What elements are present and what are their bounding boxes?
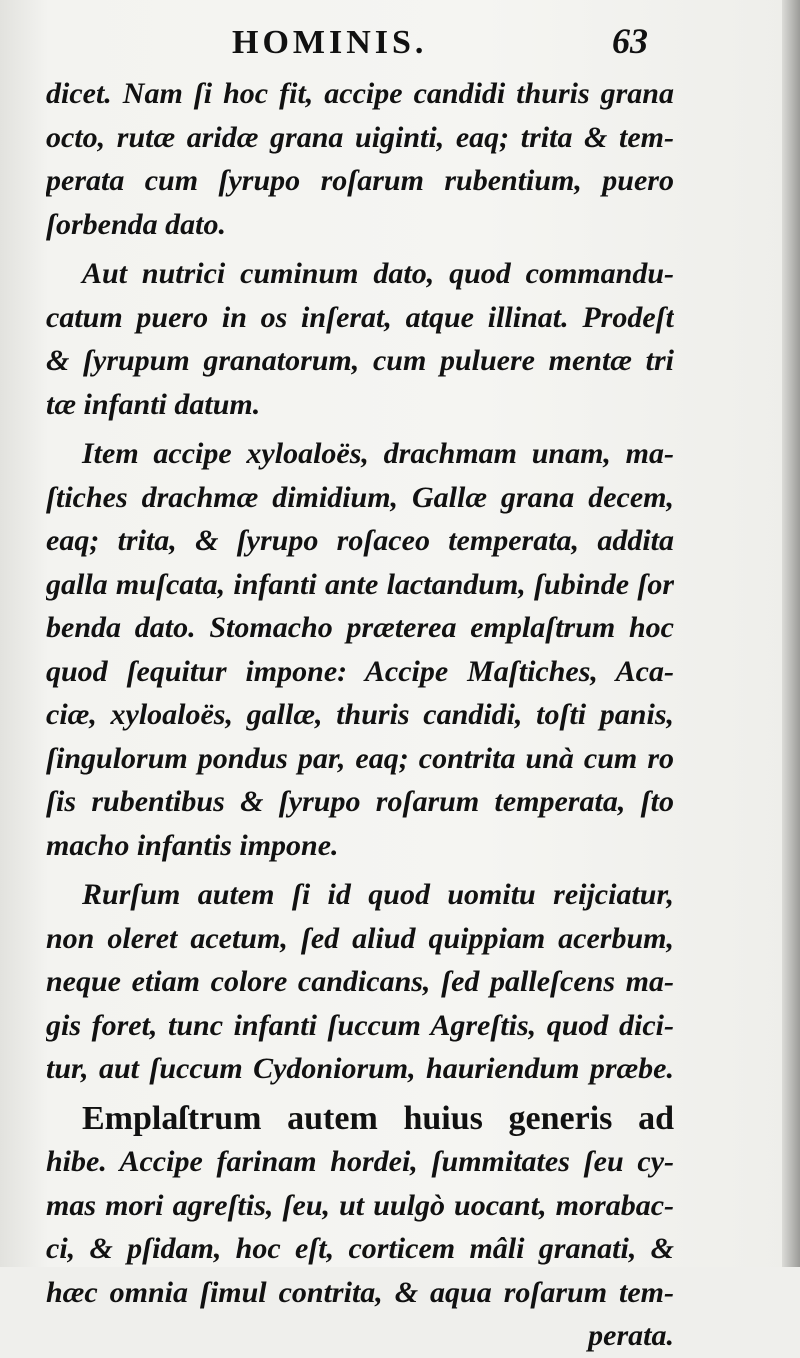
text-line: tæ infanti datum. xyxy=(46,387,261,421)
text-line: hibe. Accipe farinam hordei, ſummitates ſeu cy- xyxy=(46,1145,674,1178)
text-line: galla muſcata, infanti ante lactandum, ſubinde ſor xyxy=(46,567,674,601)
page-edge-shadow xyxy=(782,0,800,1267)
text-line: tur, aut ſuccum Cydoniorum, hauriendum præbe. xyxy=(46,1052,674,1085)
text-line: mas mori agreſtis, ſeu, ut uulgò uocant, morabac- xyxy=(46,1188,674,1222)
text-line: benda dato. Stomacho præterea emplaſtrum hoc xyxy=(46,611,674,644)
text-line: perata cum ſyrupo roſarum rubentium, puero xyxy=(46,164,674,197)
text-line: macho infantis impone. xyxy=(46,828,339,862)
body-text xyxy=(46,72,674,1358)
text-line: quod ſequitur impone: Accipe Maſtiches, Aca- xyxy=(46,654,674,688)
text-line: ſingulorum pondus par, eaq; contrita unà cum ro xyxy=(46,741,674,775)
text-line: ſis rubentibus & ſyrupo roſarum temperata, ſto xyxy=(46,785,674,818)
text-line: octo, rutæ aridæ grana uiginti, eaq; trita & tem- xyxy=(46,120,674,154)
text-line: hæc omnia ſimul contrita, & aqua roſarum tem- xyxy=(46,1275,674,1309)
text-line: gis foret, tunc infanti ſuccum Agreſtis, quod dici- xyxy=(46,1008,674,1042)
text-line: ſorbenda dato. xyxy=(46,207,226,241)
text-line: ciæ, xyloaloës, gallæ, thuris candidi, toſti panis, xyxy=(46,698,674,731)
text-line: & ſyrupum granatorum, cum puluere mentæ tri xyxy=(46,344,674,377)
text-line: ſtiches drachmæ dimidium, Gallæ grana decem, xyxy=(46,480,674,514)
running-title: HOMINIS. xyxy=(232,24,428,61)
paragraph-first-line: Rurſum autem ſi id quod uomitu reijciatur, xyxy=(82,878,674,911)
text-line: neque etiam colore candicans, ſed palleſcens ma- xyxy=(46,965,674,998)
text-line: non oleret acetum, ſed aliud quippiam acerbum, xyxy=(46,921,674,955)
text-line: eaq; trita, & ſyrupo roſaceo temperata, addita xyxy=(46,524,674,557)
catchword-line: perata. xyxy=(588,1319,674,1352)
text-line: catum puero in os inſerat, atque illinat. Prodeſt xyxy=(46,300,674,334)
paragraph-first-line: Item accipe xyloaloës, drachmam unam, ma- xyxy=(82,437,674,470)
page-header xyxy=(0,18,800,68)
page-number: 63 xyxy=(612,21,648,61)
paragraph-first-line: Emplaſtrum autem huius generis ad xyxy=(82,1099,674,1137)
paragraph-first-line: Aut nutrici cuminum dato, quod commandu- xyxy=(82,257,674,290)
text-line: dicet. Nam ſi hoc fit, accipe candidi thuris grana xyxy=(46,77,674,110)
text-line: ci, & pſidam, hoc eſt, corticem mâli granati, & xyxy=(46,1232,674,1265)
